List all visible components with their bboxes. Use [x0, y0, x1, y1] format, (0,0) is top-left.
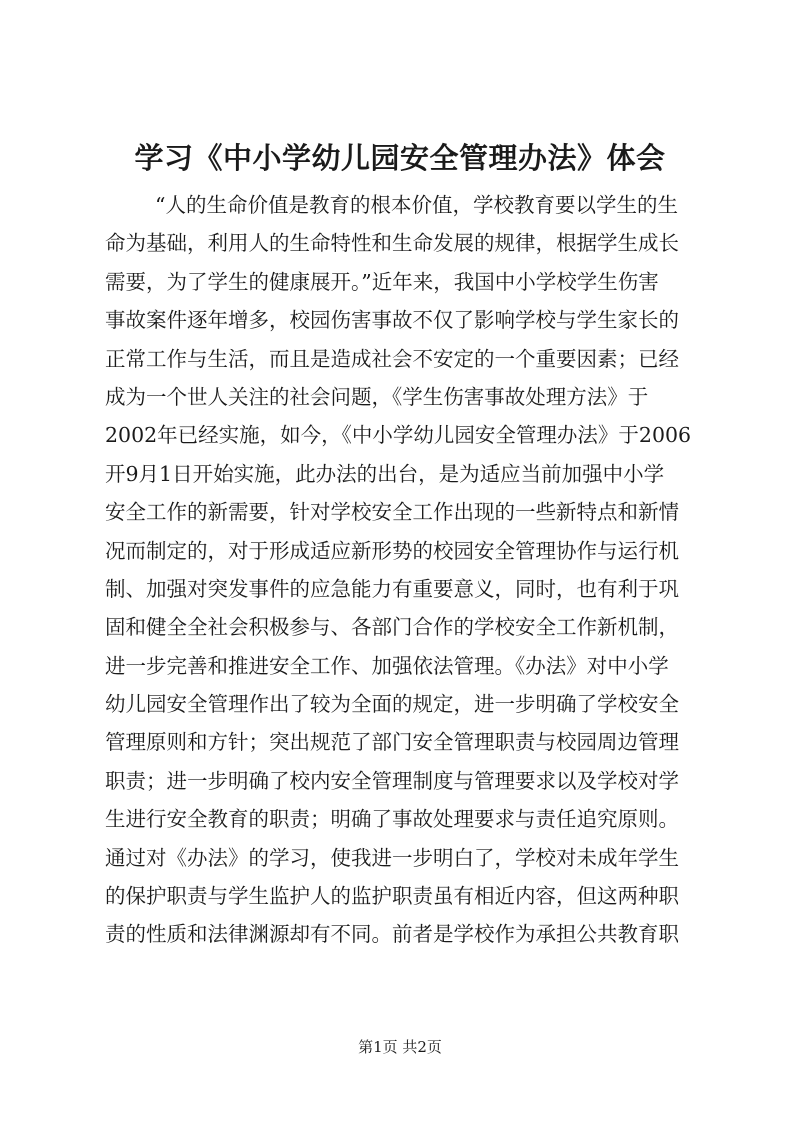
text-line: 通过对《办法》的学习，使我进一步明白了，学校对未成年学生: [105, 845, 679, 870]
text-line: 管理原则和方针；突出规范了部门安全管理职责与校园周边管理: [105, 730, 679, 755]
text-line: 制、加强对突发事件的应急能力有重要意义，同时，也有利于巩: [105, 576, 679, 601]
text-line: 责的性质和法律渊源却有不同。前者是学校作为承担公共教育职: [105, 922, 679, 947]
text-line: 幼儿园安全管理作出了较为全面的规定，进一步明确了学校安全: [105, 692, 679, 717]
text-line: 安全工作的新需要，针对学校安全工作出现的一些新特点和新情: [105, 500, 679, 525]
text-line: 职责；进一步明确了校内安全管理制度与管理要求以及学校对学: [105, 768, 679, 793]
text-line: 命为基础，利用人的生命特性和生命发展的规律，根据学生成长: [105, 231, 679, 256]
text-line: 开9月1日开始实施，此办法的出台，是为适应当前加强中小学: [105, 461, 665, 486]
text-line: 成为一个世人关注的社会问题，《学生伤害事故处理方法》于: [105, 384, 649, 409]
text-line: 固和健全全社会积极参与、各部门合作的学校安全工作新机制，: [105, 615, 679, 640]
text-line: 事故案件逐年增多，校园伤害事故不仅了影响学校与学生家长的: [105, 308, 679, 333]
text-line: 况而制定的，对于形成适应新形势的校园安全管理协作与运行机: [105, 538, 679, 563]
text-line: 2002年已经实施，如今，《中小学幼儿园安全管理办法》于2006: [105, 423, 692, 448]
text-line: 的保护职责与学生监护人的监护职责虽有相近内容，但这两种职: [105, 884, 679, 909]
document-title: 学习《中小学幼儿园安全管理办法》体会: [134, 141, 666, 175]
text-line: “人的生命价值是教育的根本价值，学校教育要以学生的生: [155, 193, 678, 217]
body-paragraph: [105, 186, 705, 954]
text-line: 生进行安全教育的职责；明确了事故处理要求与责任追究原则。: [105, 807, 679, 832]
text-line: 需要，为了学生的健康展开。”近年来，我国中小学校学生伤害: [105, 269, 659, 294]
page-footer: 第1页 共2页: [358, 1038, 442, 1056]
text-line: 进一步完善和推进安全工作、加强依法管理。《办法》对中小学: [105, 653, 669, 678]
text-line: 正常工作与生活，而且是造成社会不安定的一个重要因素；已经: [105, 346, 679, 371]
